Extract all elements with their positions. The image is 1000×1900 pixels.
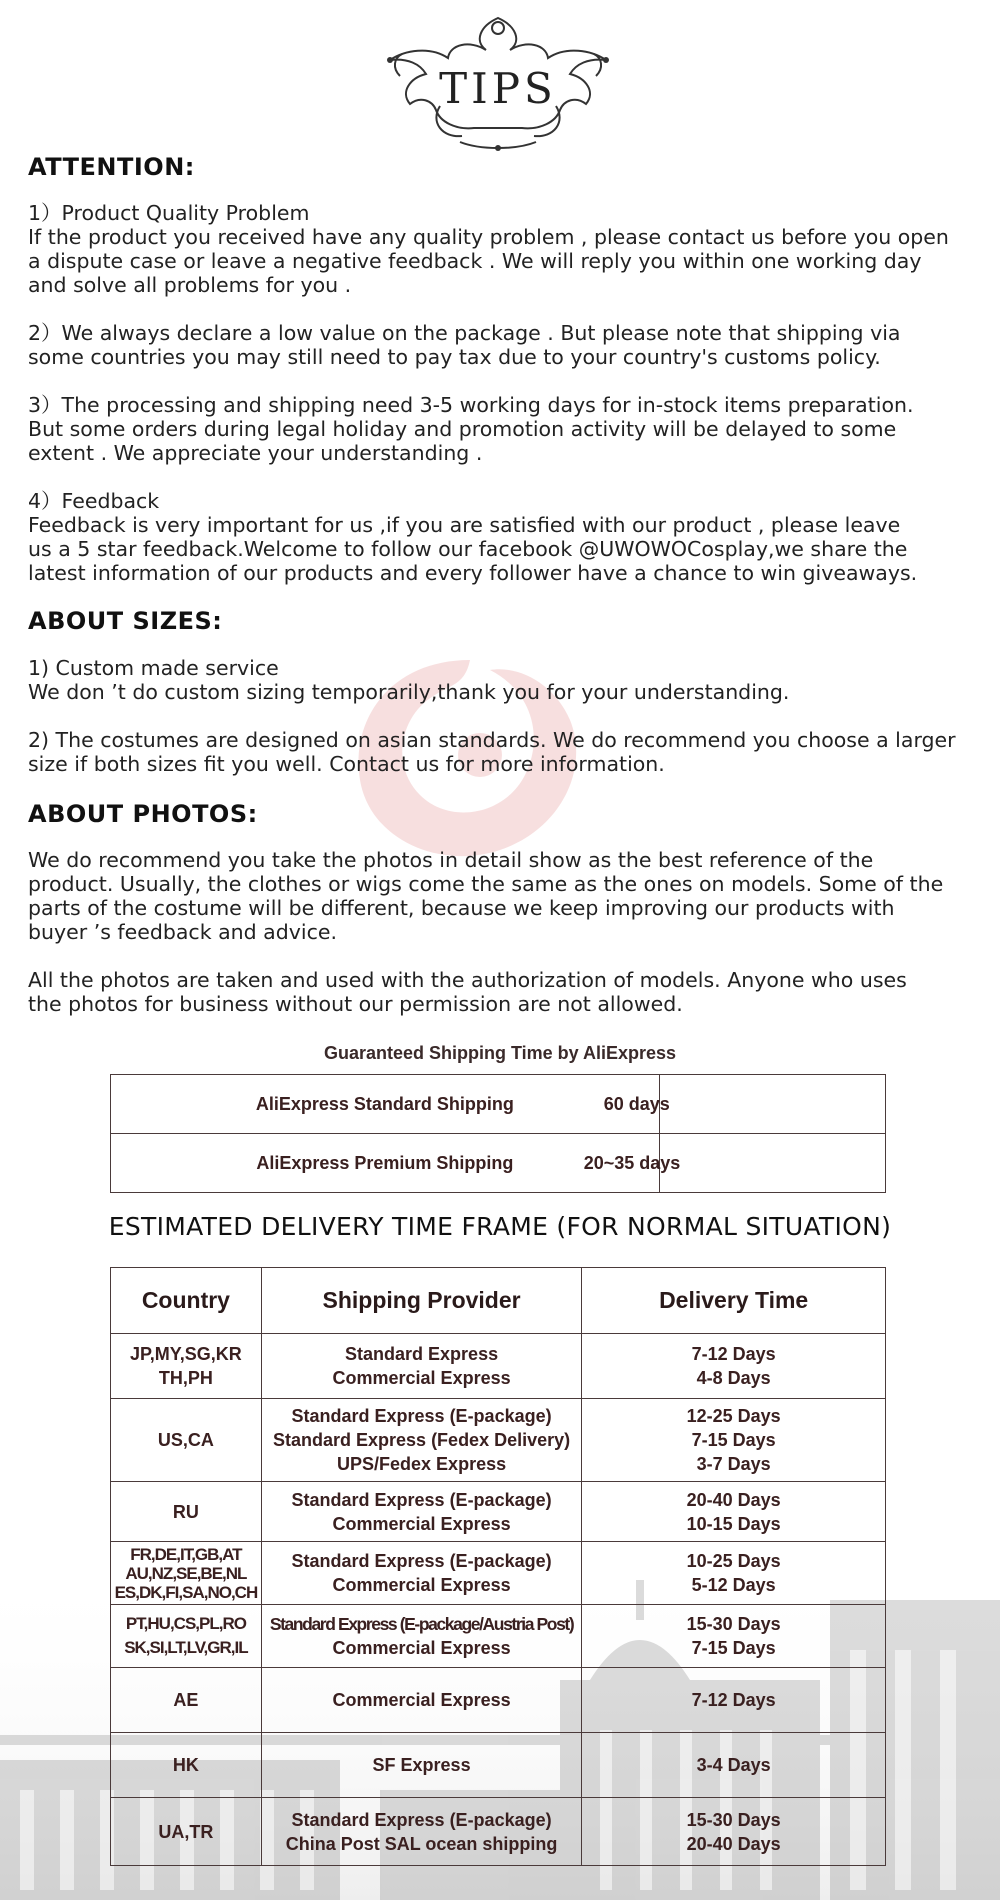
time-cell	[582, 1798, 886, 1866]
country-cell	[111, 1334, 262, 1399]
time-cell	[582, 1399, 886, 1482]
attention-item-2	[28, 321, 1000, 369]
attention-item-3	[28, 393, 1000, 465]
time-line: 7-12 Days	[691, 1690, 776, 1710]
text-line: the photos for business without our permission are not allowed.	[28, 992, 683, 1016]
time-line: 3-7 Days	[696, 1454, 771, 1474]
provider-cell	[261, 1334, 582, 1399]
text-line: us a 5 star feedback.Welcome to follow our facebook @UWOWOCosplay,we share the	[28, 537, 908, 561]
provider-cell	[261, 1798, 582, 1866]
attention-heading: ATTENTION:	[28, 153, 195, 181]
provider-line: Standard Express (E-package)	[291, 1809, 552, 1830]
country-line: JP,MY,SG,KR	[130, 1344, 242, 1364]
shipping-time	[603, 1075, 885, 1134]
text-line: We don ’t do custom sizing temporarily,thank you for your understanding.	[28, 680, 790, 704]
time-line: 7-12 Days	[691, 1344, 776, 1364]
provider-line: Commercial Express	[332, 1513, 511, 1534]
text-line: size if both sizes fit you well. Contact us for more information.	[28, 752, 665, 776]
table-row	[111, 1482, 886, 1542]
text-line: All the photos are taken and used with the authorization of models. Anyone who uses	[28, 968, 907, 992]
table-row	[111, 1798, 886, 1866]
photos-para-1	[28, 848, 1000, 944]
table-header-row	[111, 1268, 886, 1334]
country-line: PT,HU,CS,PL,RO	[125, 1614, 246, 1633]
shipping-time-value: 20~35 days	[583, 1152, 681, 1173]
text-line: 2）We always declare a low value on the package . But please note that shipping via	[28, 321, 901, 345]
shipping-time	[583, 1134, 885, 1193]
text-line: buyer ’s feedback and advice.	[28, 920, 337, 944]
table-row	[111, 1134, 886, 1193]
country-line: AE	[173, 1690, 199, 1710]
country-cell	[111, 1605, 262, 1668]
country-line: AU,NZ,SE,BE,NL	[125, 1563, 247, 1583]
sizes-heading: ABOUT SIZES:	[28, 607, 223, 635]
text-line: latest information of our products and every follower have a chance to win giveaways.	[28, 561, 918, 585]
provider-line: Standard Express (Fedex Delivery)	[273, 1430, 571, 1450]
text-line: a dispute case or leave a negative feedback . We will reply you within one working day	[28, 249, 922, 273]
country-line: HK	[172, 1755, 199, 1775]
provider-cell	[261, 1733, 582, 1798]
time-line: 15-30 Days	[686, 1614, 781, 1634]
time-line: 20-40 Days	[686, 1833, 781, 1854]
text-line: But some orders during legal holiday and promotion activity will be delayed to some	[28, 417, 897, 441]
time-cell	[582, 1605, 886, 1668]
country-line: ES,DK,FI,SA,NO,CH	[114, 1582, 258, 1602]
time-line: 12-25 Days	[686, 1406, 781, 1426]
time-cell	[582, 1482, 886, 1542]
time-line: 5-12 Days	[691, 1575, 776, 1595]
text-line: parts of the costume will be different, because we keep improving our products with	[28, 896, 895, 920]
provider-line: Commercial Express	[332, 1575, 511, 1595]
table-row	[111, 1399, 886, 1482]
shipping-method: AliExpress Standard Shipping	[111, 1075, 660, 1134]
photos-para-2	[28, 968, 1000, 1016]
text-line: 3）The processing and shipping need 3-5 working days for in-stock items preparation.	[28, 393, 914, 417]
text-line: product. Usually, the clothes or wigs come the same as the ones on models. Some of the	[28, 872, 944, 896]
provider-cell	[261, 1542, 582, 1605]
text-line: some countries you may still need to pay tax due to your country's customs policy.	[28, 345, 881, 369]
item-title: 4）Feedback	[28, 489, 160, 513]
item-title: 1）Product Quality Problem	[28, 201, 310, 225]
time-line: 10-15 Days	[686, 1513, 781, 1534]
column-header-time: Delivery Time	[582, 1268, 886, 1334]
shipping-table	[110, 1074, 886, 1193]
country-cell	[111, 1798, 262, 1866]
provider-cell	[261, 1399, 582, 1482]
country-line: TH,PH	[158, 1368, 213, 1388]
table-row	[111, 1668, 886, 1733]
provider-line: Commercial Express	[332, 1690, 511, 1710]
country-cell	[111, 1733, 262, 1798]
time-line: 15-30 Days	[686, 1809, 781, 1830]
provider-line: Commercial Express	[332, 1638, 511, 1658]
country-line: US,CA	[157, 1430, 214, 1450]
table-row	[111, 1075, 886, 1134]
text-line: and solve all problems for you .	[28, 273, 352, 297]
photos-heading: ABOUT PHOTOS:	[28, 800, 258, 828]
text-line: 2) The costumes are designed on asian standards. We do recommend you choose a larger	[28, 728, 956, 752]
country-line: RU	[172, 1501, 199, 1522]
table-row	[111, 1542, 886, 1605]
attention-item-4	[28, 489, 1000, 585]
provider-line: Standard Express (E-package)	[291, 1551, 552, 1571]
table-row	[111, 1605, 886, 1668]
provider-line: Standard Express (E-package)	[291, 1489, 552, 1510]
shipping-time-value: 60 days	[603, 1093, 670, 1114]
country-cell	[111, 1542, 262, 1605]
provider-line: Standard Express (E-package)	[291, 1406, 552, 1426]
shipping-title: Guaranteed Shipping Time by AliExpress	[323, 1043, 677, 1063]
table-row	[111, 1334, 886, 1399]
provider-line: Commercial Express	[332, 1368, 511, 1388]
text-line: We do recommend you take the photos in detail show as the best reference of the	[28, 848, 874, 872]
provider-line: Standard Express (E-package/Austria Post)	[269, 1614, 574, 1634]
shipping-method: AliExpress Premium Shipping	[111, 1134, 660, 1193]
provider-cell	[261, 1668, 582, 1733]
provider-line: China Post SAL ocean shipping	[285, 1833, 558, 1854]
text-line: extent . We appreciate your understanding .	[28, 441, 483, 465]
column-header-provider: Shipping Provider	[261, 1268, 582, 1334]
time-cell	[582, 1542, 886, 1605]
time-line: 20-40 Days	[686, 1489, 781, 1510]
provider-line: SF Express	[372, 1755, 471, 1775]
item-title: 1) Custom made service	[28, 656, 279, 680]
time-line: 7-15 Days	[691, 1638, 776, 1658]
time-cell	[582, 1334, 886, 1399]
provider-cell	[261, 1605, 582, 1668]
country-cell	[111, 1399, 262, 1482]
attention-item-1	[28, 201, 1000, 297]
time-line: 4-8 Days	[696, 1368, 771, 1388]
delivery-table	[110, 1267, 886, 1866]
provider-line: UPS/Fedex Express	[337, 1454, 507, 1474]
country-cell	[111, 1668, 262, 1733]
time-line: 10-25 Days	[686, 1551, 781, 1571]
column-header-country: Country	[111, 1268, 262, 1334]
time-line: 7-15 Days	[691, 1430, 776, 1450]
country-line: FR,DE,IT,GB,AT	[130, 1544, 242, 1564]
provider-cell	[261, 1482, 582, 1542]
sizes-item-2	[28, 728, 1000, 776]
provider-line: Standard Express	[345, 1344, 499, 1364]
tips-emblem	[370, 6, 626, 156]
time-cell	[582, 1733, 886, 1798]
time-line: 3-4 Days	[696, 1755, 771, 1775]
country-line: SK,SI,LT,LV,GR,IL	[124, 1638, 248, 1657]
text-line: If the product you received have any quality problem , please contact us before you open	[28, 225, 949, 249]
delivery-title: ESTIMATED DELIVERY TIME FRAME (FOR NORMAL SITUATION)	[108, 1212, 892, 1241]
country-line: UA,TR	[158, 1821, 214, 1842]
text-line: Feedback is very important for us ,if you are satisfied with our product , please leave	[28, 513, 901, 537]
tips-title: TIPS	[439, 64, 557, 113]
table-row	[111, 1733, 886, 1798]
country-cell	[111, 1482, 262, 1542]
time-cell	[582, 1668, 886, 1733]
sizes-item-1	[28, 656, 1000, 704]
